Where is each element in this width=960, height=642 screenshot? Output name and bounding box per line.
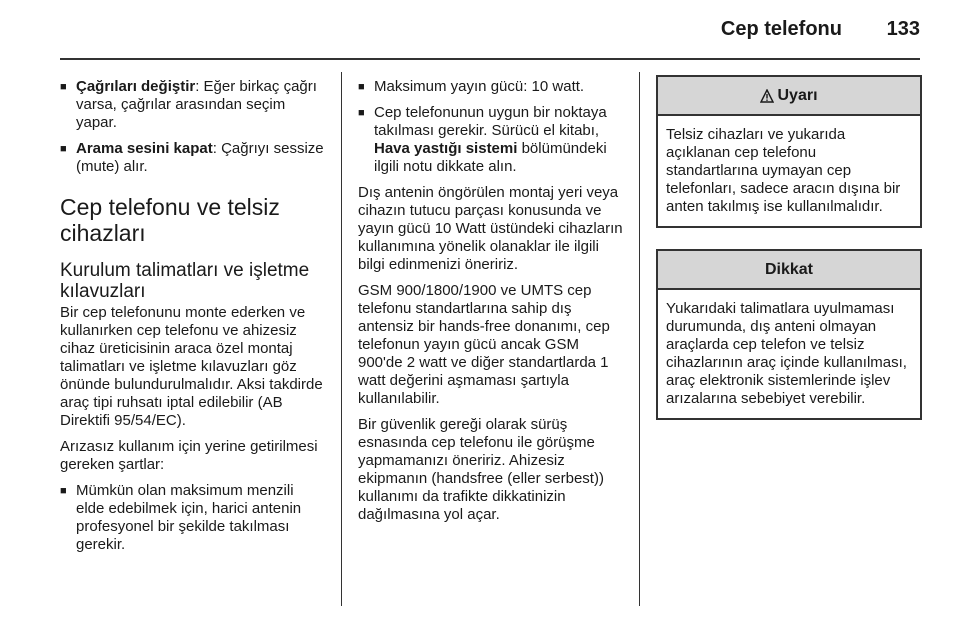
list-item xyxy=(358,104,626,176)
page-header-title: Cep telefonu xyxy=(720,18,842,40)
warning-box xyxy=(656,75,922,228)
caution-box-title: Dikkat xyxy=(764,260,814,278)
bullet-text: Maksimum yayın gücü: 10 watt. xyxy=(374,78,585,95)
paragraph: Arızasız kullanım için yerine getirilmesi gereken şartlar: xyxy=(60,438,318,473)
list-item xyxy=(60,78,326,132)
warning-triangle-icon xyxy=(760,89,774,103)
bullet-text: Mümkün olan maksimum menzili elde edebilmek için, harici antenin profesyonel bir şekilde takılması gerekir. xyxy=(76,482,302,553)
caution-box-body: Yukarıdaki talimatlara uyulmaması durumunda, dış anteni olmayan araçlarda cep telefon ve telsiz cihazlarının araç içinde kullanılması, araç elektronik sistemlerinde işlev arızalarına sebebiyet verebilir. xyxy=(666,300,907,407)
section-title: Cep telefonu ve telsiz cihazları xyxy=(60,194,280,246)
caution-box-header xyxy=(658,251,920,290)
bullet-text: : Çağrıyı sessize (mute) alır. xyxy=(76,140,324,175)
list-item xyxy=(60,482,326,554)
bullet-term: Arama sesini kapat xyxy=(76,140,213,157)
bullet-term: Çağrıları değiştir xyxy=(76,78,196,95)
subsection-title: Kurulum talimatları ve işletme kılavuzları xyxy=(60,260,310,302)
bullet-text: : Eğer birkaç çağrı varsa, çağrılar arasından seçim yapar. xyxy=(76,78,317,131)
warning-box-body: Telsiz cihazları ve yukarıda açıklanan cep telefonu standartlarına uymayan cep telefonları, sadece aracın dışına bir anten takılmış ise kullanılmalıdır. xyxy=(666,126,901,215)
paragraph: Bir güvenlik gereği olarak sürüş esnasında cep telefonu ile görüşme yapmamanızı öneririz. Ahizesiz ekipmanın (handsfree (eller serbest)) kullanımı da trafikte dikkatinizin dağılmasına yol açar. xyxy=(358,416,604,523)
column-divider-right xyxy=(639,72,640,606)
header-divider xyxy=(60,58,920,60)
caution-box xyxy=(656,249,922,420)
paragraph: Bir cep telefonunu monte ederken ve kullanırken cep telefonu ve ahizesiz cihaz üreticisinin araca özel montaj talimatları ve işletme kılavuzları göz önünde bulundurulmalıdır. Aksi takdirde araç tipi ruhsatı iptal edilebilir (AB Direktifi 95/54/EC). xyxy=(60,304,323,429)
column-divider-left xyxy=(341,72,342,606)
warning-box-header xyxy=(658,77,920,116)
page-number: 133 xyxy=(886,18,920,40)
middle-column xyxy=(358,78,626,532)
warning-box-title: Uyarı xyxy=(777,86,818,104)
bullet-text: bölümündeki ilgili notu dikkate alın. xyxy=(374,140,607,175)
bullet-text: Cep telefonunun uygun bir noktaya takılması gerekir. Sürücü el kitabı, xyxy=(374,104,607,139)
paragraph: GSM 900/1800/1900 ve UMTS cep telefonu standartlarına sahip dış antensiz bir hands-free donanımı, cep telefonun yayın gücü ancak GSM 900'de 2 watt ve diğer standartlarda 1 watt değerini aşmaması şartıyla kullanılabilir. xyxy=(358,282,610,407)
cross-reference: Hava yastığı sistemi xyxy=(374,140,518,157)
paragraph: Dış antenin öngörülen montaj yeri veya cihazın tutucu parçası konusunda ve yayın gücü 10 Watt üstündeki cihazların kullanımına yönelik olanaklar ile ilgili bilgi edinmenizi öneririz. xyxy=(358,184,623,273)
list-item xyxy=(358,78,626,96)
list-item xyxy=(60,140,326,176)
left-column xyxy=(60,78,326,562)
